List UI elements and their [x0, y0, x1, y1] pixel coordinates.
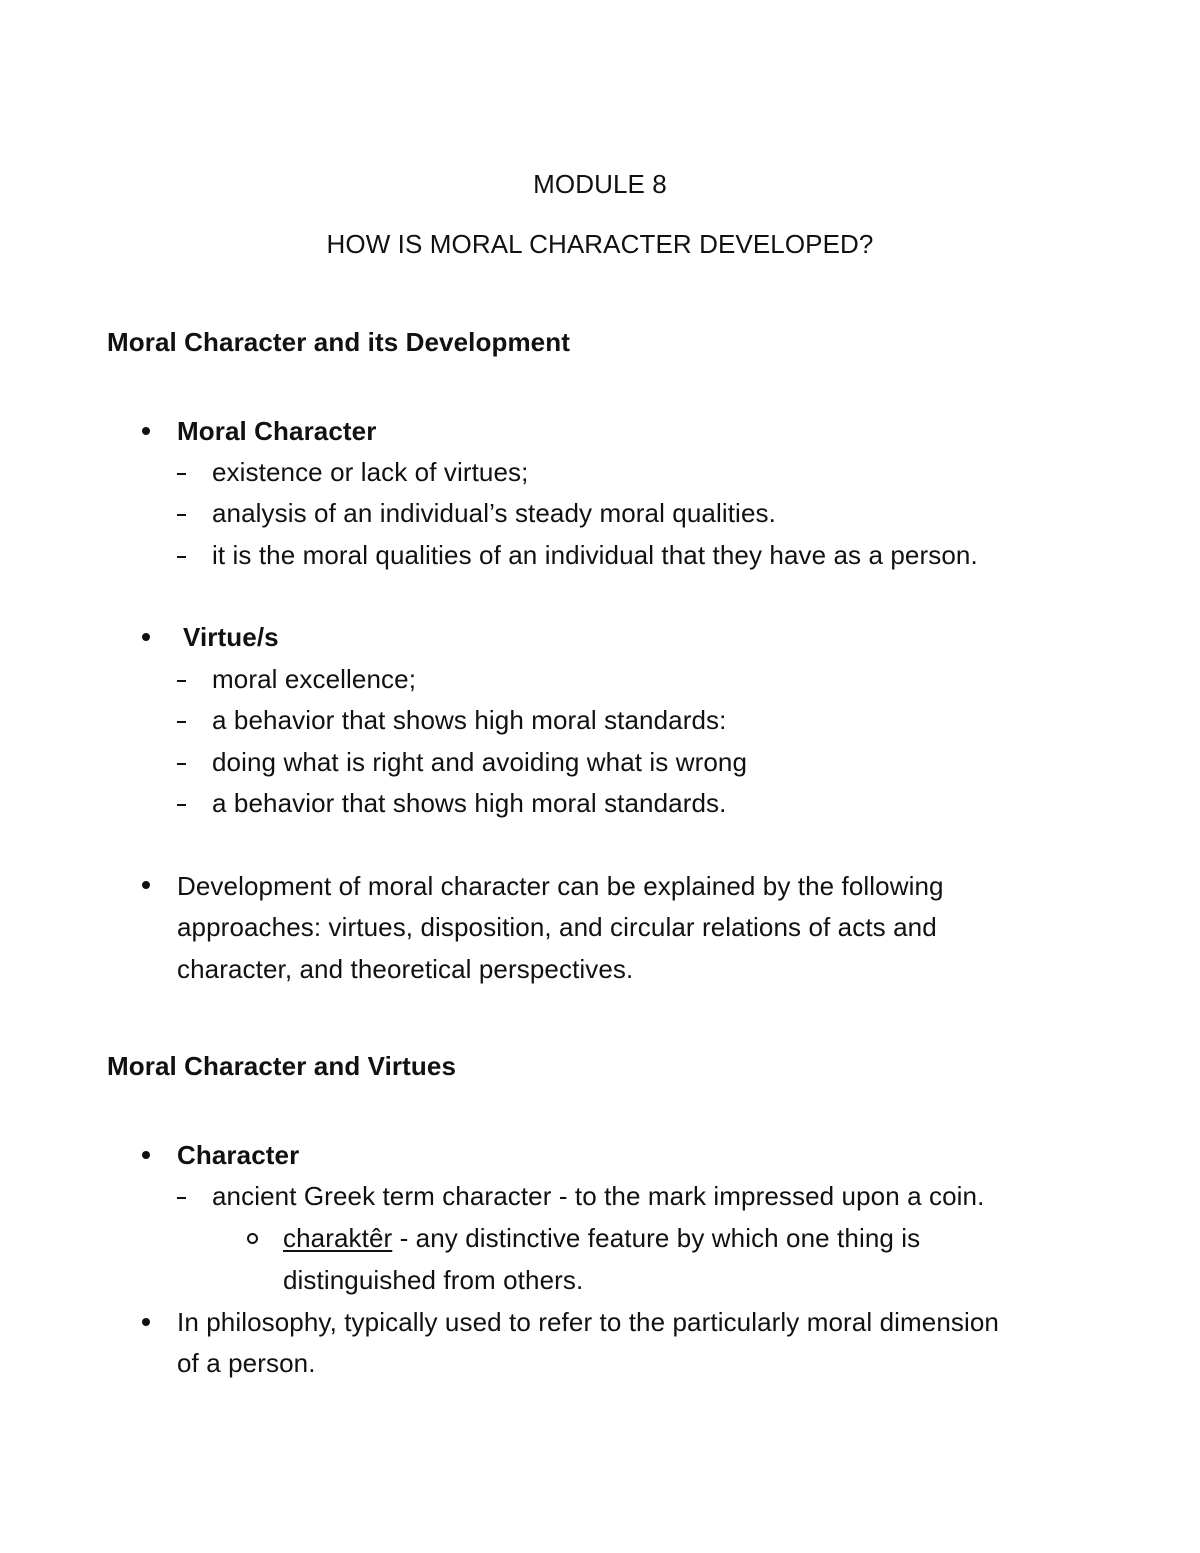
list-item: ancient Greek term character - to the mark impressed upon a coin.	[212, 1181, 985, 1211]
dash-icon	[177, 1197, 186, 1199]
dash-icon	[177, 556, 186, 558]
section-heading-development: Moral Character and its Development	[107, 327, 570, 357]
bullet-icon	[142, 633, 150, 641]
term-character: Character	[177, 1140, 300, 1170]
page-title: HOW IS MORAL CHARACTER DEVELOPED?	[326, 229, 874, 259]
sub-list-item	[283, 1222, 920, 1254]
bullet-icon	[142, 427, 150, 435]
list-item: moral excellence;	[212, 664, 417, 694]
list-item: doing what is right and avoiding what is wrong	[212, 747, 748, 777]
sub-list-item-continuation: distinguished from others.	[283, 1265, 584, 1295]
bullet-icon	[142, 881, 150, 889]
paragraph-line: of a person.	[177, 1348, 316, 1378]
module-title: MODULE 8	[533, 169, 667, 199]
dash-icon	[177, 804, 186, 806]
list-item: a behavior that shows high moral standards:	[212, 705, 727, 735]
paragraph-line: In philosophy, typically used to refer to the particularly moral dimension	[177, 1307, 999, 1337]
dash-icon	[177, 763, 186, 765]
term-charakter: charaktêr	[283, 1223, 393, 1253]
dash-icon	[177, 680, 186, 682]
dash-icon	[177, 473, 186, 475]
list-item: a behavior that shows high moral standards.	[212, 788, 727, 818]
dash-icon	[177, 514, 186, 516]
term-virtues: Virtue/s	[183, 622, 279, 652]
list-item: analysis of an individual’s steady moral qualities.	[212, 498, 776, 528]
dash-icon	[177, 721, 186, 723]
paragraph-line: Development of moral character can be explained by the following	[177, 871, 944, 901]
circle-bullet-icon	[247, 1233, 258, 1244]
paragraph-line: approaches: virtues, disposition, and circular relations of acts and	[177, 912, 937, 942]
bullet-icon	[142, 1318, 150, 1326]
paragraph-line: character, and theoretical perspectives.	[177, 954, 634, 984]
list-item: it is the moral qualities of an individual that they have as a person.	[212, 540, 978, 570]
list-item: existence or lack of virtues;	[212, 457, 529, 487]
sub-list-item-text: - any distinctive feature by which one thing is	[392, 1223, 921, 1253]
section-heading-virtues: Moral Character and Virtues	[107, 1051, 457, 1081]
term-moral-character: Moral Character	[177, 416, 377, 446]
bullet-icon	[142, 1151, 150, 1159]
